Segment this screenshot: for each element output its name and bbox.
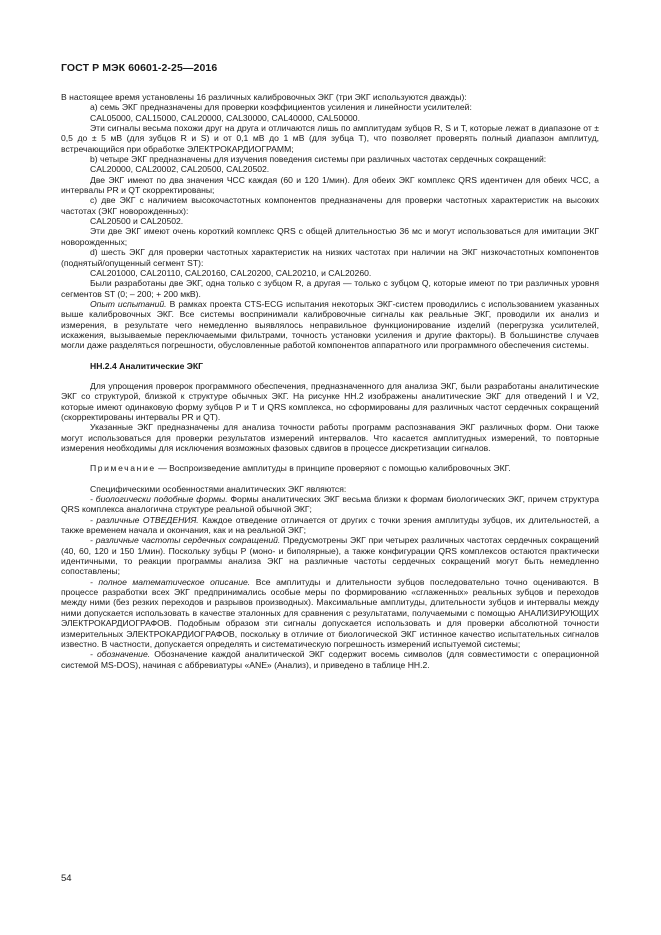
- paragraph-text: CAL05000, CAL15000, CAL20000, CAL30000, CAL40000, CAL50000.: [90, 112, 360, 123]
- paragraph-text: Указанные ЭКГ предназначены для анализа точности работы программ распознавания ЭКГ различных форм. Они также могут использоваться для проверки результатов измерений интервалов. Что касается амплитудных измерений, то повторные измерения необходимы для исключения возможных фазовых сдвигов в процессе дискретизации сигналов.: [61, 422, 599, 453]
- paragraph: [61, 299, 599, 351]
- paragraph-text: Предусмотрены ЭКГ при четырех различных частотах сердечных сокращений (40, 60, 120 и 150 1/мин). Поскольку зубцы P (моно- и биполярные), а также конфигурации QRS комплексов остаются практически идентичными, то реакции программы анализа ЭКГ на различные частоты сердечных сокращений могут быть немедленно сопоставлены;: [61, 535, 599, 577]
- italic-lead: - различные ОТВЕДЕНИЯ.: [90, 514, 199, 525]
- paragraph: [61, 247, 599, 268]
- note-label: Примечание: [90, 463, 156, 474]
- paragraph-text: — Воспроизведение амплитуды в принципе проверяют с помощью калибровочных ЭКГ.: [155, 463, 511, 474]
- paragraph-text: Все амплитуды и длительности зубцов последовательно точно оцениваются. В процессе разработки всех ЭКГ предпринимались особые меры по формированию «сглаженных» реальных зубцов и переходов между ними (без резких переходов и разрывов производных). Максимальные амплитуды, длительности зубцов и интервалы между ними допускается использовать в качестве эталонных для сравнения с результатами, получаемыми с помощью АНАЛИЗИРУЮЩИХ ЭЛЕКТРОКАРДИОГРАФОВ. Подобным образом эти сигналы допускается использовать и для проверки абсолютной точности измерительных ЭЛЕКТРОКАРДИОГРАФОВ, поскольку в отличие от биологической ЭКГ истинное качество испытательных сигналов известно. В частности, допускается определять и систематическую погрешность измерений испытуемой системы;: [61, 576, 599, 649]
- paragraph: [61, 154, 599, 164]
- italic-lead: Опыт испытаний.: [90, 298, 167, 309]
- paragraph-text: Эти две ЭКГ имеют очень короткий комплекс QRS с общей длительностью 36 мс и могут использоваться для имитации ЭКГ новорожденных;: [61, 226, 599, 247]
- paragraph: [61, 649, 599, 670]
- paragraph: [61, 494, 599, 515]
- paragraph: [61, 92, 599, 102]
- paragraph: [61, 535, 599, 576]
- paragraph: [61, 268, 599, 278]
- italic-lead: - различные частоты сердечных сокращений.: [90, 535, 281, 546]
- italic-lead: - биологически подобные формы.: [90, 494, 228, 505]
- italic-lead: - полное математическое описание.: [90, 576, 251, 587]
- paragraph: [61, 515, 599, 536]
- paragraph-text: Формы аналитических ЭКГ весьма близки к формам биологических ЭКГ, причем структура QRS комплекса аналогична структуре реальной обычной ЭКГ;: [61, 494, 600, 515]
- paragraph-text: Были разработаны две ЭКГ, одна только с зубцом R, а другая — только с зубцом Q, которые имеют по три различных уровня сегментов ST (0; – 200; + 200 мкВ).: [61, 278, 599, 299]
- paragraph-text: Специфическими особенностями аналитических ЭКГ являются:: [90, 483, 347, 494]
- paragraph: [61, 381, 599, 422]
- paragraph: [61, 175, 599, 196]
- italic-lead: - обозначение.: [90, 649, 151, 660]
- paragraph-text: CAL20500 и CAL20502.: [90, 216, 184, 227]
- paragraph-text: Две ЭКГ имеют по два значения ЧСС каждая (60 и 120 1/мин). Для обеих ЭКГ комплекс QRS идентичен для обеих ЧСС, а интервалы PR и QT скорректированы;: [61, 174, 599, 196]
- page-number: 54: [61, 873, 72, 884]
- paragraph-text: Эти сигналы весьма похожи друг на друга и отличаются лишь по амплитудам зубцов R, S и T, которые лежат в диапазоне от ± 0,5 до ± 5 мВ (для зубцов R и S) и от 0,1 мВ до 1 мВ (для зубца T), что позволяет проверять полный диапазон амплитуд, встречающийся при обработке ЭЛЕКТРОКАРДИОГРАММ;: [61, 123, 599, 154]
- paragraph-text: НН.2.4 Аналитические ЭКГ: [90, 360, 203, 371]
- section-heading: [61, 361, 599, 371]
- paragraph-text: Каждое отведение отличается от других с точки зрения амплитуды зубцов, их длительностей, а также временем начала и окончания, как и на реальной ЭКГ;: [61, 514, 600, 536]
- paragraph: [61, 577, 599, 649]
- paragraph: [61, 463, 599, 473]
- paragraph-text: a) семь ЭКГ предназначены для проверки коэффициентов усиления и линейности усилителей:: [90, 102, 472, 113]
- paragraph-text: CAL201000, CAL20110, CAL20160, CAL20200, CAL20210, и CAL20260.: [90, 267, 372, 278]
- paragraph-text: Обозначение каждой аналитической ЭКГ содержит восемь символов (для совместимости с операционной системой MS-DOS), начиная с аббревиатуры «ANE» (Анализ), и приведено в таблице НН.2.: [61, 649, 599, 670]
- paragraph-text: В рамках проекта CTS-ECG испытания некоторых ЭКГ-систем проводились с использованием указанных выше калибровочных ЭКГ. Все системы воспринимали калибровочные сигналы как реальные ЭКГ, проводили их анализ и измерения, в результате чего немедленно выявлялось неправильное функционирование изделий (перегрузка усилителей, искажения, вызываемые переключаемыми фильтрами, точность установки усиления и другие факторы). В большинстве случаев могли даже разделяться погрешности, обусловленные работой компонентов аппаратного или программного обеспечения системы.: [61, 298, 599, 351]
- paragraph: [61, 226, 599, 247]
- paragraph: [61, 484, 599, 494]
- document-header: ГОСТ Р МЭК 60601-2-25—2016: [61, 62, 218, 74]
- paragraph: [61, 422, 599, 453]
- paragraph-text: b) четыре ЭКГ предназначены для изучения поведения системы при различных частотах сердечных сокращений:: [90, 154, 547, 165]
- paragraph: [61, 123, 599, 154]
- paragraph: [61, 278, 599, 299]
- paragraph: [61, 102, 599, 112]
- paragraph-text: CAL20000, CAL20002, CAL20500, CAL20502.: [90, 164, 270, 175]
- paragraph-text: d) шесть ЭКГ для проверки частотных характеристик на низких частотах при наличии на ЭКГ низкочастотных компонентов (поднятый/опущенный сегмент ST):: [61, 247, 599, 268]
- paragraph: [61, 195, 599, 216]
- paragraph: [61, 216, 599, 226]
- paragraph: [61, 113, 599, 123]
- paragraph: [61, 164, 599, 174]
- document-body: [61, 92, 599, 670]
- paragraph-text: c) две ЭКГ с наличием высокочастотных компонентов предназначены для проверки частотных характеристик на высоких частотах (ЭКГ новорожденных):: [61, 195, 599, 216]
- paragraph-text: В настоящее время установлены 16 различных калибровочных ЭКГ (три ЭКГ используются дважды):: [61, 92, 467, 102]
- paragraph-text: Для упрощения проверок программного обеспечения, предназначенного для анализа ЭКГ, были разработаны аналитические ЭКГ со структурой, близкой к структуре обычных ЭКГ. На рисунке НН.2 изображены аналитические ЭКГ для отведений I и V2, которые имеют одинаковую форму зубцов P и T и QRS комплекса, но сформированы для различных частот сердечных сокращений (скорректированы интервалы PR и QT).: [61, 380, 599, 422]
